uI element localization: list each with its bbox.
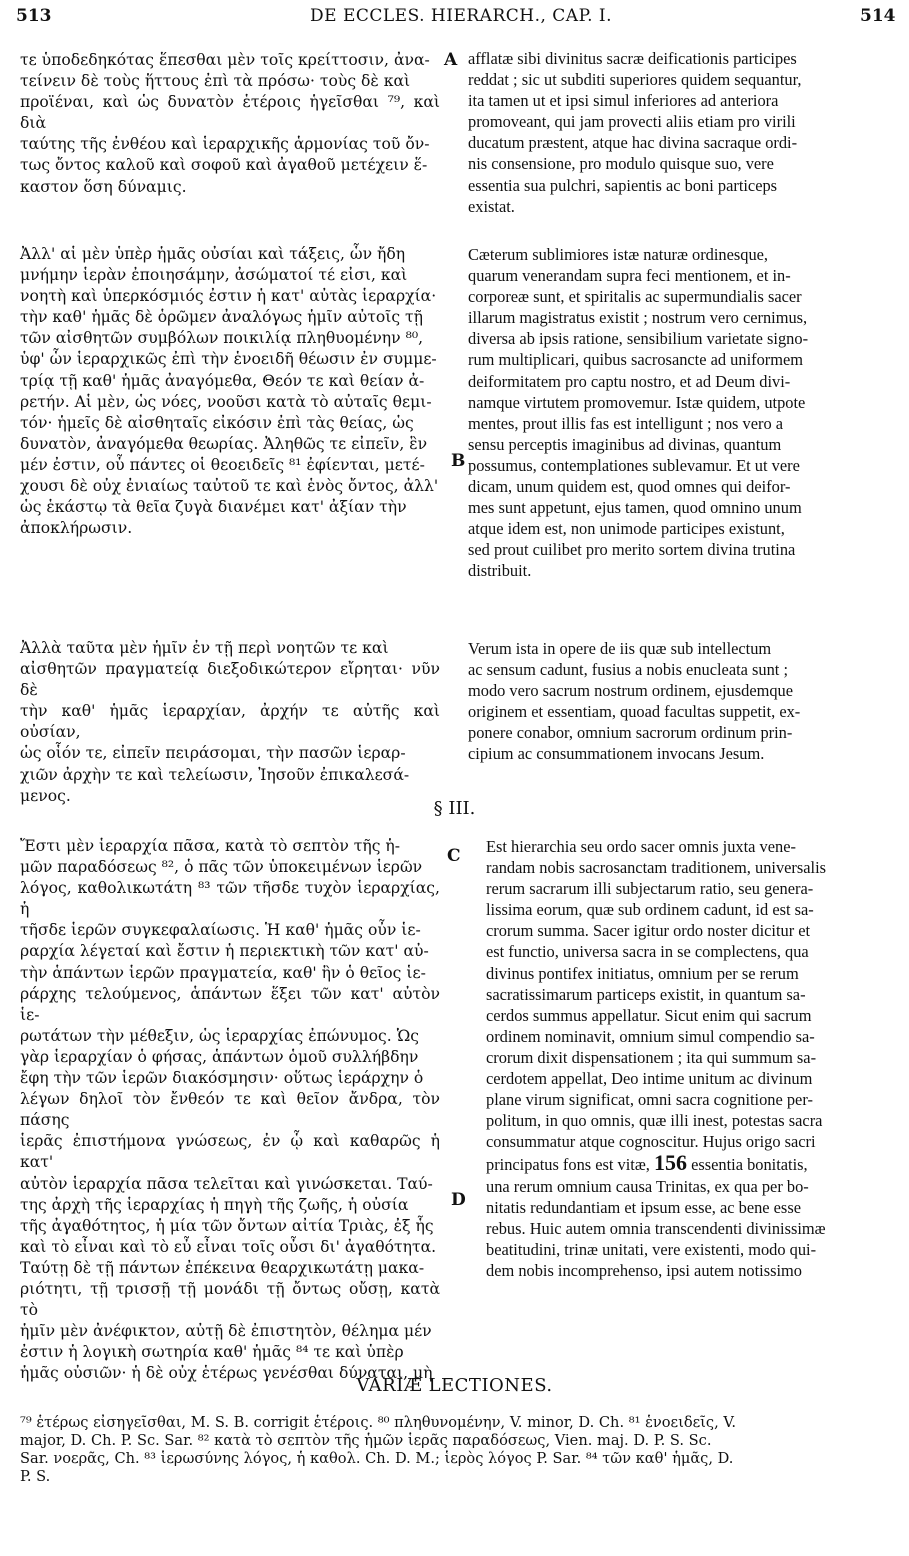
greek-line: τὴν καθ' ἡμᾶς ἱεραρχίαν, ἀρχήν τε αὐτῆς καὶ οὐσίαν,: [20, 702, 440, 742]
greek-line: χιῶν ἀρχὴν τε καὶ τελείωσιν, Ἰησοῦν ἐπικαλεσά-: [20, 765, 410, 784]
greek-line: δυνατὸν, ἀναγόμεθα θεωρίας. Ἀληθῶς τε εἰπεῖν, ἓν: [20, 434, 428, 453]
latin-line: rum multiplicari, quibus sacrosancte ad uniformem: [468, 350, 804, 370]
greek-line: Ταύτῃ δὲ τῇ πάντων ἐπέκεινα θεαρχικωτάτῃ μακα-: [20, 1258, 425, 1277]
greek-line: τόν· ἡμεῖς δὲ αἰσθηταῖς εἰκόσιν ἐπὶ τὰς θείας, ὡς: [20, 413, 414, 432]
greek-line: μῶν παραδόσεως ⁸², ὁ πᾶς τῶν ὑποκειμένων ἱερῶν: [20, 858, 423, 877]
greek-line: ὑφ' ὧν ἱεραρχικῶς ἐπὶ τὴν ἑνοειδῆ θέωσιν ἐν συμμε-: [20, 350, 437, 369]
greek-line: τῆς ἀγαθότητος, ἡ μία τῶν ὄντων αἰτία Τριὰς, ἐξ ἧς: [20, 1216, 434, 1235]
greek-column-block-3: [20, 638, 440, 807]
greek-line: ρετήν. Αἱ μὲν, ὡς νόες, νοοῦσι κατὰ τὸ αὐταῖς θεμι-: [20, 392, 432, 411]
greek-line: λέγων δηλοῖ τὸν ἔνθεόν τε καὶ θεῖον ἄνδρα, τὸν πάσης: [20, 1090, 440, 1130]
variant-note-line: ⁷⁹ ἑτέρως εἰσηγεῖσθαι, M. S. B. corrigit ἑτέροις. ⁸⁰ πληθυνομένην, V. minor, D. Ch. ⁸¹ ἑνοειδεῖς, V.: [20, 1414, 736, 1431]
greek-line: γὰρ ἱεραρχίαν ὁ φήσας, ἁπάντων ὁμοῦ συλλήβδην: [20, 1047, 419, 1066]
latin-column-block-1: [468, 48, 892, 217]
greek-line: ρωτάτων τὴν μέθεξιν, ὡς ἱεραρχίας ἐπώνυμος. Ὡς: [20, 1026, 420, 1045]
latin-line: Est hierarchia seu ordo sacer omnis juxta vene-: [486, 837, 796, 856]
latin-line: dicam, unum quidem est, quod omnes qui deifor-: [468, 477, 791, 497]
running-title: DE ECCLES. HIERARCH., CAP. I.: [310, 6, 612, 26]
latin-line: beatitudini, trinæ unitati, vere existenti, modo qui-: [486, 1239, 817, 1259]
greek-line: καστον ὅση δύναμις.: [20, 177, 187, 196]
greek-line: μνήμην ἱερὰν ἐποιησάμην, ἀσώματοί τέ εἰσι, καὶ: [20, 266, 408, 285]
greek-line: προϊέναι, καὶ ὡς δυνατὸν ἑτέροις ἡγεῖσθαι ⁷⁹, καὶ διὰ: [20, 93, 440, 133]
greek-line: μέν ἐστιν, οὗ πάντες οἱ θεοειδεῖς ⁸¹ ἐφίενται, μετέ-: [20, 455, 425, 474]
greek-line: μενος.: [20, 786, 71, 805]
latin-line: una rerum omnium causa Trinitas, ex qua per bo-: [486, 1176, 809, 1196]
latin-line: quarum venerandam supra feci mentionem, et in-: [468, 266, 791, 286]
greek-line: ἱερᾶς ἐπιστήμονα γνώσεως, ἐν ᾧ καὶ καθαρῶς ἡ κατ': [20, 1132, 440, 1172]
latin-fragment: essentia bonitatis,: [691, 1155, 808, 1175]
latin-line: diversa ab ipsis ratione, sensibilium varietate signo-: [468, 329, 809, 349]
greek-line: τὴν καθ' ἡμᾶς δὲ ὁρῶμεν ἀναλόγως ἡμῖν αὐτοῖς τῇ: [20, 308, 424, 327]
latin-line: afflatæ sibi divinitus sacræ deificationis participes: [468, 49, 797, 68]
greek-line: τε ὑποδεδηκότας ἕπεσθαι μὲν τοῖς κρείττοσιν, ἀνα-: [20, 51, 430, 69]
greek-line: Ἔστι μὲν ἱεραρχία πᾶσα, κατὰ τὸ σεπτὸν τῆς ἡ-: [20, 837, 401, 855]
latin-line-with-page-number: [486, 1152, 892, 1175]
greek-line: λόγος, καθολικωτάτη ⁸³ τῶν τῆσδε τυχὸν ἱεραρχίας, ἡ: [20, 879, 440, 919]
latin-line: crorum summa. Sacer igitur ordo noster dicitur et: [486, 921, 811, 941]
edition-page-number: 156: [654, 1150, 687, 1176]
latin-line: cerdotem appellat, Deo intime unitum ac divinum: [486, 1069, 813, 1089]
latin-column-block-3: [468, 638, 892, 765]
latin-line: reddat ; sic ut subditi superiores quidem sequantur,: [468, 70, 802, 90]
latin-line: Cæterum sublimiores istæ naturæ ordinesque,: [468, 245, 769, 264]
greek-line: τῆσδε ἱερῶν συγκεφαλαίωσις. Ἡ καθ' ἡμᾶς οὖν ἱε-: [20, 921, 421, 940]
greek-line: ἀποκλήρωσιν.: [20, 519, 133, 538]
latin-line: cipium ac consummationem invocans Jesum.: [468, 744, 765, 764]
latin-line: nitatis redundantiam et ipsum esse, ac bene esse: [486, 1197, 801, 1217]
variae-lectiones-heading: VARIÆ LECTIONES.: [356, 1375, 553, 1396]
latin-line: existat.: [468, 196, 515, 216]
latin-line: ducatum præstent, atque hac divina sacraque ordi-: [468, 133, 798, 153]
latin-line: Verum ista in opere de iis quæ sub intellectum: [468, 639, 772, 658]
latin-line: mes sunt appetunt, ejus tamen, quod omnino unum: [468, 498, 802, 518]
variant-note-line: Sar. νοερᾶς, Ch. ⁸³ ἱερωσύνης λόγος, ἡ καθολ. Ch. D. M.; ἱερὸς λόγος P. Sar. ⁸⁴ τῶν καθ' ἡμᾶς, D.: [20, 1450, 734, 1467]
greek-line: τρίᾳ τῇ καθ' ἡμᾶς ἀναγόμεθα, Θεόν τε καὶ θείαν ἀ-: [20, 371, 425, 390]
greek-line: τείνειν δὲ τοὺς ἥττους ἐπὶ τὰ πρόσω· τοὺς δὲ καὶ: [20, 72, 411, 91]
latin-line: randam nobis sacrosanctam traditionem, universalis: [486, 858, 827, 878]
greek-line: ράρχης τελούμενος, ἁπάντων ἕξει τῶν κατ' αὐτὸν ἱε-: [20, 984, 440, 1024]
latin-line: politum, in quo omnis, quæ illi inest, potestas sacra: [486, 1111, 823, 1131]
greek-column-block-2: [20, 244, 440, 539]
latin-line: ita tamen ut et ipsi simul inferiores ad anteriora: [468, 91, 779, 111]
latin-line: ponere conabor, omnium sacrorum ordinum prin-: [468, 723, 793, 743]
greek-line: ἡμᾶς οὐσιῶν· ἡ δὲ οὐχ ἑτέρως γενέσθαι δύναται, μὴ: [20, 1364, 433, 1383]
latin-line: sed prout cuilibet pro merito sortem divina trutina: [468, 540, 796, 560]
margin-marker-b: B: [451, 451, 466, 471]
latin-line: corporeæ sunt, et spiritalis ac supermundialis sacer: [468, 287, 802, 307]
latin-line: plane virum significat, omni sacra cognitione per-: [486, 1090, 813, 1110]
greek-line: τὴν ἁπάντων ἱερῶν πραγματεία, καθ' ἣν ὁ θεῖος ἱε-: [20, 963, 426, 982]
greek-line: καὶ τὸ εἶναι καὶ τὸ εὖ εἶναι τοῖς οὖσι δι' ἀγαθότητα.: [20, 1237, 437, 1256]
greek-line: Ἀλλ' αἱ μὲν ὑπὲρ ἡμᾶς οὐσίαι καὶ τάξεις, ὧν ἤδη: [20, 245, 406, 263]
greek-line: τως ὄντος καλοῦ καὶ σοφοῦ καὶ ἀγαθοῦ μετέχειν ἕ-: [20, 156, 428, 175]
greek-line: αἰσθητῶν πραγματείᾳ διεξοδικώτερον εἴρηται· νῦν δὲ: [20, 660, 440, 700]
margin-marker-d: D: [451, 1190, 466, 1210]
variant-note-line: P. S.: [20, 1468, 51, 1485]
latin-line: sacratissimarum particeps existit, in quantum sa-: [486, 984, 806, 1004]
greek-line: της ἀρχὴ τῆς ἱεραρχίας ἡ πηγὴ τῆς ζωῆς, ἡ οὐσία: [20, 1195, 409, 1214]
latin-line: ordinem nominavit, omnium simul compendio sa-: [486, 1026, 815, 1046]
variae-lectiones-notes: [20, 1414, 892, 1486]
latin-line: atque idem est, non unimode participes existunt,: [468, 519, 785, 539]
latin-line: namque virtutem promovemur. Istæ quidem, utpote: [468, 392, 806, 412]
latin-line: distribuit.: [468, 561, 532, 581]
latin-line: deiformitatem pro captu nostro, et ad Deum divi-: [468, 371, 791, 391]
greek-line: ὡς οἷόν τε, εἰπεῖν πειράσομαι, τὴν πασῶν ἱεραρ-: [20, 744, 406, 763]
greek-column-block-4: [20, 836, 440, 1384]
latin-line: essentia sua pulchri, sapientis ac boni particeps: [468, 175, 778, 195]
greek-line: ὡς ἑκάστῳ τὰ θεῖα ζυγὰ διανέμει κατ' ἀξίαν τὴν: [20, 498, 407, 517]
greek-line: νοητὴ καὶ ὑπερκόσμιός ἐστιν ἡ κατ' αὐτὰς ἱεραρχία·: [20, 287, 437, 306]
latin-line: ac sensum cadunt, fusius a nobis enucleata sunt ;: [468, 660, 788, 680]
latin-line: dem nobis incomprehenso, ipsi autem notissimo: [486, 1260, 802, 1280]
latin-line: possumus, contemplationes sublevamur. Et ut vere: [468, 455, 800, 475]
latin-line: sensu perceptis imaginibus ad divinas, quantum: [468, 434, 782, 454]
greek-line: ἡμῖν μὲν ἀνέφικτον, αὐτῇ δὲ ἐπιστητὸν, θέλημα μέν: [20, 1322, 432, 1341]
latin-line: est functio, universa sacra in se complectens, qua: [486, 942, 809, 962]
greek-line: ἐστιν ἡ λογικὴ σωτηρία καθ' ἡμᾶς ⁸⁴ τε καὶ ὑπὲρ: [20, 1343, 404, 1362]
right-page-number: 514: [860, 6, 896, 26]
greek-line: αὐτὸν ἱεραρχία πᾶσα τελεῖται καὶ γινώσκεται. Ταύ-: [20, 1174, 433, 1193]
latin-line: rerum sacrarum illi subjectarum ratio, seu genera-: [486, 879, 814, 899]
margin-marker-c: C: [447, 846, 461, 866]
latin-line: illarum magistratus existit ; nostrum vero cernimus,: [468, 308, 808, 328]
latin-line: mentes, prout illis fas est intelligunt ; nos vero a: [468, 413, 784, 433]
latin-line: cerdos summus appellatur. Sicut enim qui sacrum: [486, 1005, 812, 1025]
greek-line: ραρχία λέγεταί καὶ ἔστιν ἡ περιεκτικὴ τῶν κατ' αὐ-: [20, 942, 429, 961]
latin-line: rebus. Huic autem omnia transcendenti divinissimæ: [486, 1218, 826, 1238]
greek-line: τῶν αἰσθητῶν συμβόλων ποικιλίᾳ πληθυομένην ⁸⁰,: [20, 329, 424, 348]
greek-line: χουσι δὲ οὐχ ἐνιαίως ταὐτοῦ τε καὶ ἑνὸς ὄντος, ἀλλ': [20, 477, 439, 496]
latin-line: originem et essentiam, quoad facultas suppetit, ex-: [468, 702, 801, 722]
latin-line: modo vero sacrum nostrum ordinem, ejusdemque: [468, 681, 794, 701]
variant-note-line: major, D. Ch. P. Sc. Sar. ⁸² κατὰ τὸ σεπτὸν τῆς ἡμῶν ἱερᾶς παραδόσεως, Vien. maj. D. P. S. Sc.: [20, 1432, 712, 1449]
latin-line: consummatur atque cognoscitur. Hujus origo sacri: [486, 1132, 816, 1152]
latin-line: lissima eorum, quæ sub ordinem cadunt, id est sa-: [486, 900, 814, 920]
greek-column-block-1: [20, 50, 440, 198]
latin-line: promoveant, qui jam provecti aliis etiam pro virili: [468, 112, 796, 132]
left-page-number: 513: [16, 6, 52, 26]
margin-marker-a: A: [444, 50, 458, 70]
section-heading: § III.: [433, 798, 476, 819]
greek-line: ριότητι, τῇ τρισσῇ τῇ μονάδι τῇ ὄντως οὔσῃ, κατὰ τὸ: [20, 1279, 440, 1320]
latin-column-block-4: [486, 836, 892, 1281]
latin-line: divinus pontifex initiatus, omnium per se rerum: [486, 963, 799, 983]
latin-fragment: principatus fons est vitæ,: [486, 1155, 650, 1175]
latin-column-block-2: [468, 244, 892, 582]
latin-line: nis consensione, pro modulo quisque suo, vere: [468, 154, 774, 174]
greek-line: Ἀλλὰ ταῦτα μὲν ἡμῖν ἐν τῇ περὶ νοητῶν τε καὶ: [20, 639, 389, 657]
greek-line: ἔφη τὴν τῶν ἱερῶν διακόσμησιν· οὕτως ἱεράρχην ὁ: [20, 1069, 424, 1088]
latin-line: crorum dixit dispensationem ; ita qui summum sa-: [486, 1047, 817, 1067]
greek-line: ταύτης τῆς ἐνθέου καὶ ἱεραρχικῆς ἁρμονίας τοῦ ὄν-: [20, 135, 430, 154]
